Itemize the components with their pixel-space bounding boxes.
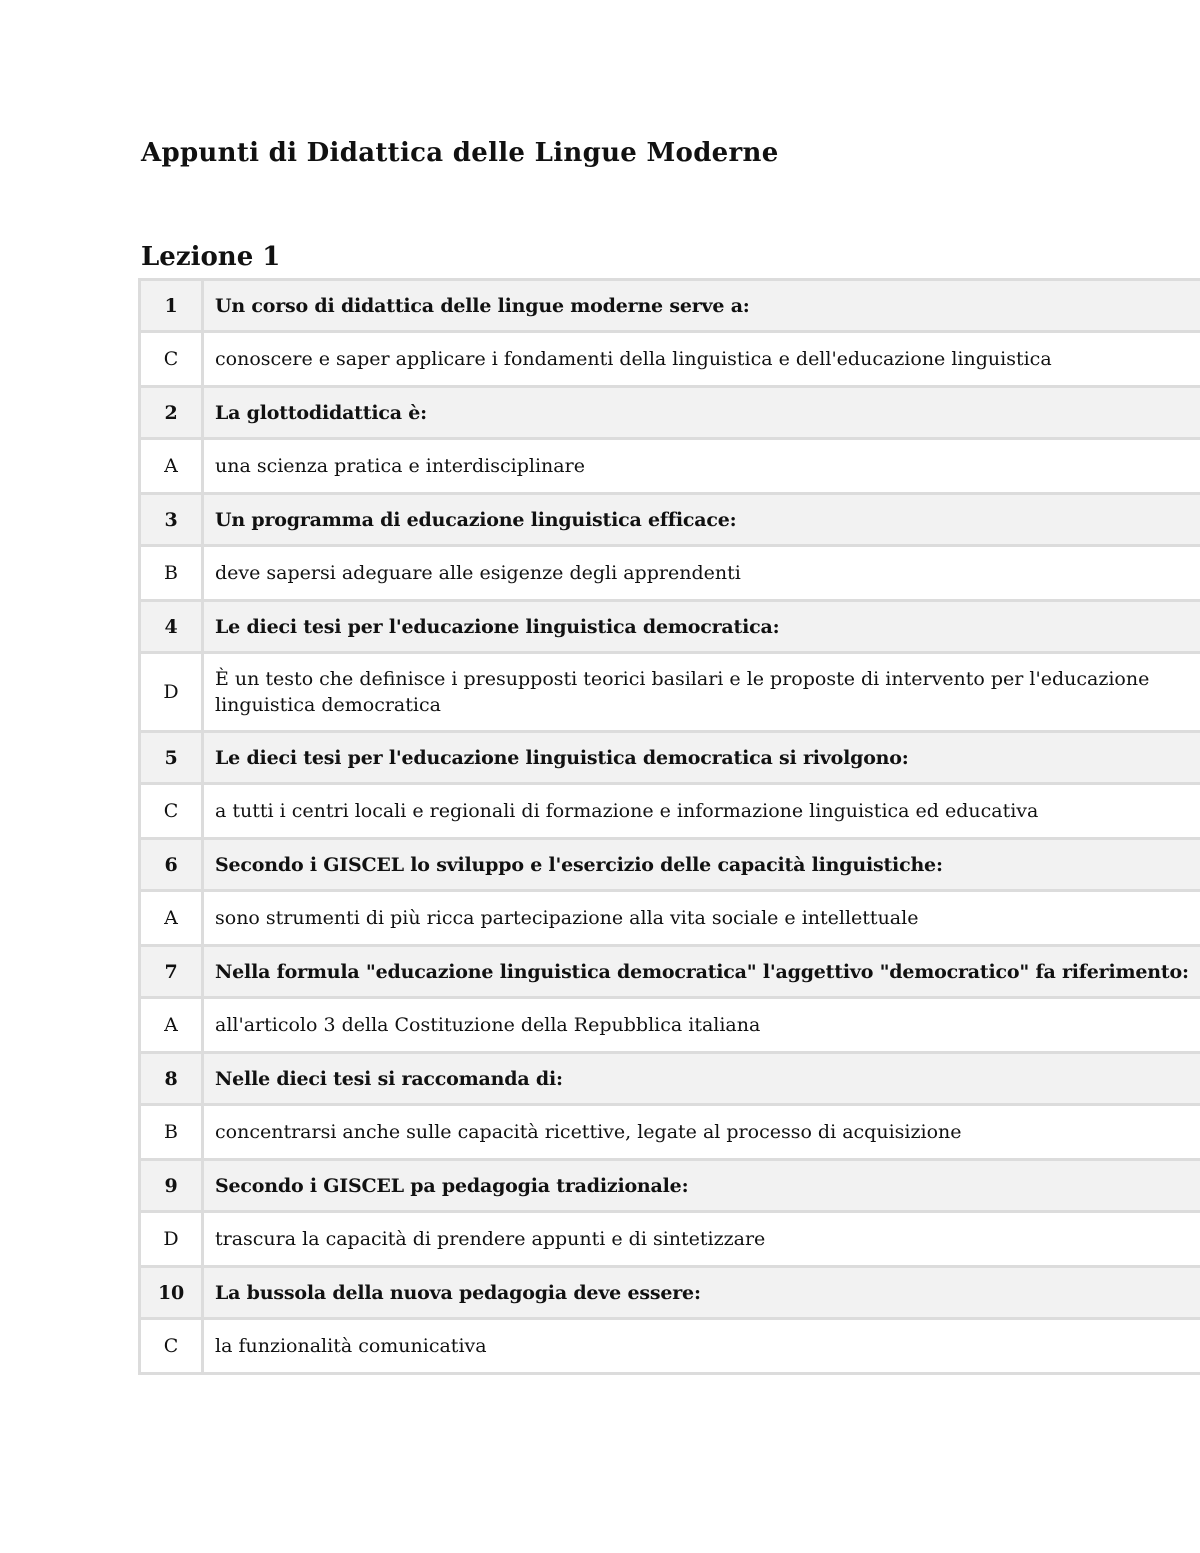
question-number: 10 <box>140 1267 203 1319</box>
question-text: Un programma di educazione linguistica efficace: <box>203 494 1200 546</box>
answer-row <box>140 1105 1200 1160</box>
question-text: La glottodidattica è: <box>203 387 1200 439</box>
answer-row <box>140 546 1200 601</box>
answer-letter: C <box>140 1319 203 1374</box>
answer-text: È un testo che definisce i presupposti teorici basilari e le proposte di intervento per l'educazione linguistica democratica <box>203 653 1200 732</box>
question-row <box>140 601 1200 653</box>
answer-text: trascura la capacità di prendere appunti e di sintetizzare <box>203 1212 1200 1267</box>
answer-letter: A <box>140 439 203 494</box>
answer-letter: B <box>140 1105 203 1160</box>
question-row <box>140 1267 1200 1319</box>
answer-row <box>140 1212 1200 1267</box>
quiz-table <box>138 278 1200 1375</box>
question-number: 3 <box>140 494 203 546</box>
question-text: La bussola della nuova pedagogia deve essere: <box>203 1267 1200 1319</box>
question-row <box>140 1160 1200 1212</box>
answer-letter: A <box>140 891 203 946</box>
answer-letter: C <box>140 332 203 387</box>
answer-row <box>140 998 1200 1053</box>
question-number: 4 <box>140 601 203 653</box>
question-row <box>140 732 1200 784</box>
answer-row <box>140 891 1200 946</box>
question-number: 8 <box>140 1053 203 1105</box>
question-text: Nella formula "educazione linguistica democratica" l'aggettivo "democratico" fa riferimento: <box>203 946 1200 998</box>
answer-letter: D <box>140 653 203 732</box>
question-text: Secondo i GISCEL pa pedagogia tradizionale: <box>203 1160 1200 1212</box>
question-row <box>140 946 1200 998</box>
question-text: Le dieci tesi per l'educazione linguistica democratica si rivolgono: <box>203 732 1200 784</box>
answer-text: all'articolo 3 della Costituzione della Repubblica italiana <box>203 998 1200 1053</box>
question-row <box>140 280 1200 332</box>
question-text: Secondo i GISCEL lo sviluppo e l'esercizio delle capacità linguistiche: <box>203 839 1200 891</box>
answer-text: una scienza pratica e interdisciplinare <box>203 439 1200 494</box>
question-row <box>140 839 1200 891</box>
answer-text: conoscere e saper applicare i fondamenti della linguistica e dell'educazione linguistica <box>203 332 1200 387</box>
answer-row <box>140 439 1200 494</box>
answer-row <box>140 784 1200 839</box>
document-title: Appunti di Didattica delle Lingue Moderne <box>141 138 779 168</box>
answer-letter: B <box>140 546 203 601</box>
question-row <box>140 387 1200 439</box>
answer-letter: A <box>140 998 203 1053</box>
answer-letter: C <box>140 784 203 839</box>
answer-row <box>140 1319 1200 1374</box>
question-row <box>140 1053 1200 1105</box>
answer-text: deve sapersi adeguare alle esigenze degli apprendenti <box>203 546 1200 601</box>
section-title: Lezione 1 <box>141 242 281 272</box>
question-text: Nelle dieci tesi si raccomanda di: <box>203 1053 1200 1105</box>
answer-text: la funzionalità comunicativa <box>203 1319 1200 1374</box>
answer-text: sono strumenti di più ricca partecipazione alla vita sociale e intellettuale <box>203 891 1200 946</box>
answer-text: concentrarsi anche sulle capacità ricettive, legate al processo di acquisizione <box>203 1105 1200 1160</box>
answer-row <box>140 332 1200 387</box>
question-number: 6 <box>140 839 203 891</box>
question-number: 1 <box>140 280 203 332</box>
answer-letter: D <box>140 1212 203 1267</box>
question-number: 5 <box>140 732 203 784</box>
question-number: 9 <box>140 1160 203 1212</box>
question-number: 2 <box>140 387 203 439</box>
answer-row <box>140 653 1200 732</box>
question-text: Un corso di didattica delle lingue moderne serve a: <box>203 280 1200 332</box>
question-number: 7 <box>140 946 203 998</box>
question-text: Le dieci tesi per l'educazione linguistica democratica: <box>203 601 1200 653</box>
question-row <box>140 494 1200 546</box>
answer-text: a tutti i centri locali e regionali di formazione e informazione linguistica ed educativa <box>203 784 1200 839</box>
